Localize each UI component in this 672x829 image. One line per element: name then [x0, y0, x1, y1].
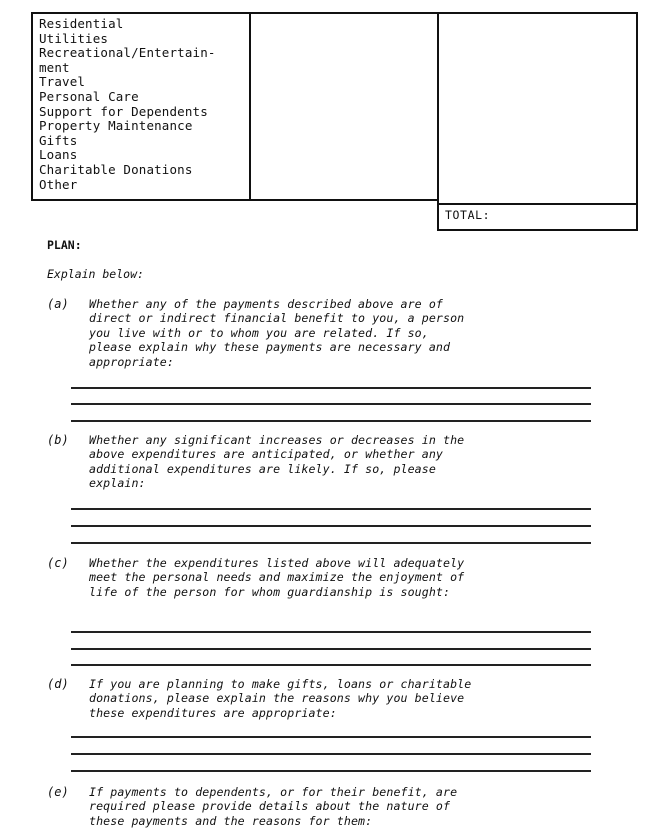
answer-line[interactable] — [71, 525, 591, 527]
table-bottom-border — [31, 199, 438, 201]
category-support-dependents: Support for Dependents — [39, 103, 208, 119]
item-question: Whether any of the payments described above are of direct or indirect financial benefit to you, a person you live with or to whom you are related. If so, please explain why these payments are necessary and appropriate: — [89, 297, 465, 369]
item-question: If you are planning to make gifts, loans or charitable donations, please explain the reasons why you believe these expenditures are appropriate: — [89, 677, 472, 720]
total-box-top-border — [437, 203, 638, 205]
category-personal-care: Personal Care — [39, 88, 139, 104]
plan-heading: PLAN: — [47, 238, 82, 252]
table-top-border — [31, 12, 638, 14]
answer-line[interactable] — [71, 770, 591, 772]
answer-line[interactable] — [71, 508, 591, 510]
answer-line[interactable] — [71, 664, 591, 666]
table-left-border — [31, 12, 33, 200]
answer-line[interactable] — [71, 542, 591, 544]
answer-line[interactable] — [71, 753, 591, 755]
answer-line[interactable] — [71, 387, 591, 389]
table-column-divider — [249, 12, 251, 200]
item-marker: (e) — [47, 785, 69, 799]
item-question: If payments to dependents, or for their benefit, are required please provide details about the nature of these payments and the reasons for them: — [89, 785, 458, 828]
item-marker: (b) — [47, 433, 69, 447]
answer-line[interactable] — [71, 648, 591, 650]
item-question: Whether any significant increases or decreases in the above expenditures are anticipated, or whether any additional expenditures are likely. If so, please explain: — [89, 433, 465, 491]
item-marker: (d) — [47, 677, 69, 691]
explain-below-label: Explain below: — [47, 267, 144, 281]
expense-category-list — [39, 17, 249, 192]
total-label: TOTAL: — [445, 208, 491, 222]
category-utilities: Utilities — [39, 30, 109, 46]
category-gifts: Gifts — [39, 132, 78, 148]
answer-line[interactable] — [71, 736, 591, 738]
answer-line[interactable] — [71, 631, 591, 633]
category-property-maintenance: Property Maintenance — [39, 118, 193, 134]
category-loans: Loans — [39, 147, 78, 163]
table-column-divider — [437, 12, 439, 230]
item-question: Whether the expenditures listed above will adequately meet the personal needs and maximize the enjoyment of life of the person for whom guardianship is sought: — [89, 556, 465, 599]
table-right-border — [636, 12, 638, 230]
answer-line[interactable] — [71, 403, 591, 405]
category-other: Other — [39, 176, 78, 192]
answer-line[interactable] — [71, 420, 591, 422]
category-recreational: Recreational/Entertain- ment — [39, 45, 216, 75]
item-marker: (c) — [47, 556, 69, 570]
category-charitable-donations: Charitable Donations — [39, 161, 193, 177]
category-travel: Travel — [39, 74, 86, 90]
total-box-bottom-border — [437, 229, 638, 231]
item-marker: (a) — [47, 297, 69, 311]
category-residential: Residential — [39, 16, 124, 31]
